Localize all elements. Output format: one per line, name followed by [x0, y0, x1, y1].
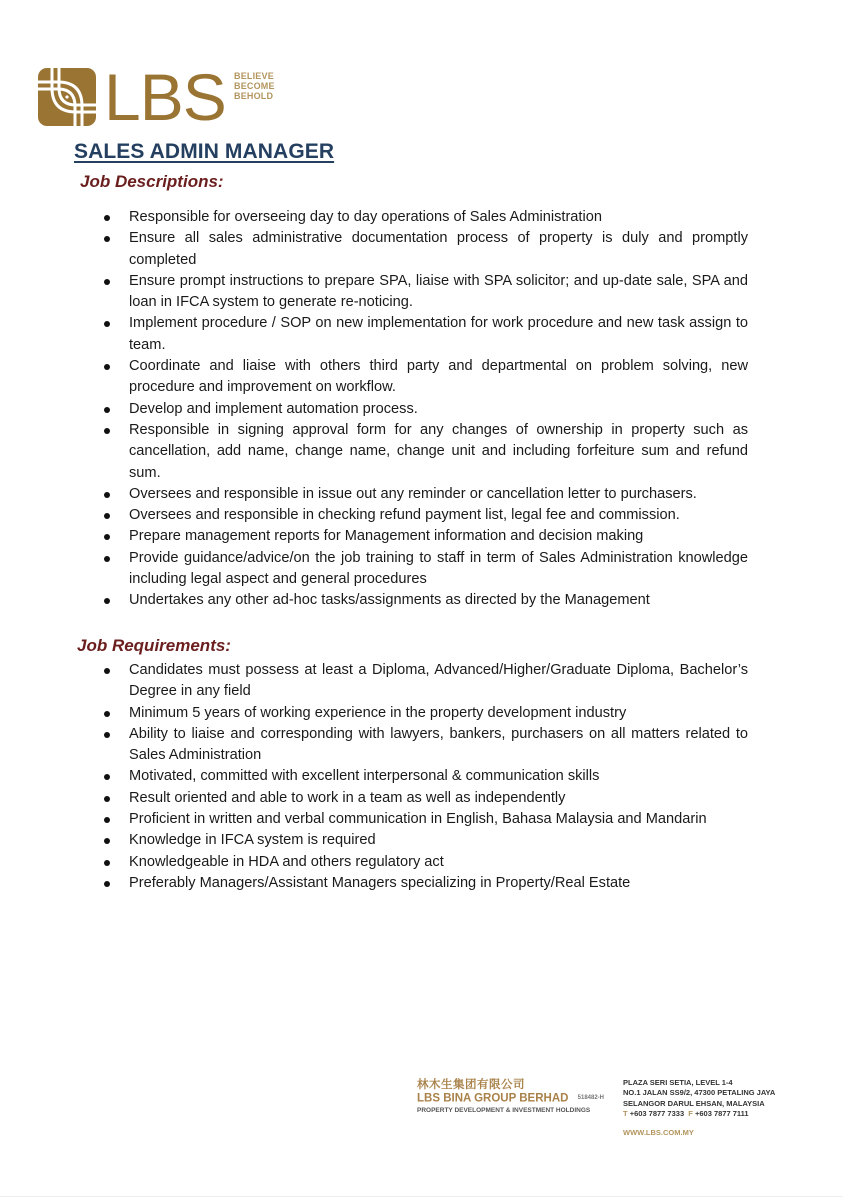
tagline-line: BELIEVE — [234, 71, 274, 81]
list-item-text: Ability to liaise and corresponding with lawyers, bankers, purchasers on all matters related to Sales Administration — [129, 725, 748, 764]
list-item — [0, 852, 843, 873]
list-item-text: Minimum 5 years of working experience in the property development industry — [129, 704, 627, 721]
section-heading-job-requirements: Job Requirements: — [77, 636, 231, 655]
list-item-text: Ensure prompt instructions to prepare SPA, liaise with SPA solicitor; and up-date sale, SPA and loan in IFCA system to generate re-noticing. — [129, 272, 748, 311]
list-item — [0, 809, 843, 830]
list-item — [0, 724, 843, 767]
list-item-text: Proficient in written and verbal communication in English, Bahasa Malaysia and Mandarin — [129, 811, 707, 828]
bullet-icon — [104, 407, 110, 413]
bullet-icon — [104, 321, 110, 327]
phone-number: +603 7877 7333 — [629, 1108, 685, 1118]
list-item — [0, 356, 843, 399]
company-name: LBS BINA GROUP BERHAD — [417, 1092, 569, 1105]
list-item — [0, 788, 843, 809]
list-item-text: Undertakes any other ad-hoc tasks/assignments as directed by the Management — [129, 592, 650, 609]
bullet-icon — [104, 428, 110, 434]
bullet-icon — [104, 732, 110, 738]
list-item — [0, 703, 843, 724]
bullet-icon — [104, 817, 110, 823]
list-item — [0, 766, 843, 787]
address-line: NO.1 JALAN SS9/2, 47300 PETALING JAYA — [623, 1088, 776, 1098]
bullet-icon — [104, 774, 110, 780]
list-item — [0, 505, 843, 526]
bullet-icon — [104, 236, 110, 242]
list-item-text: Responsible in signing approval form for any changes of ownership in property such as cancellation, add name, change name, change unit and including forfeiture sum and refund sum. — [129, 421, 748, 481]
list-item-text: Implement procedure / SOP on new implementation for work procedure and new task assign to team. — [129, 315, 748, 353]
list-item — [0, 399, 843, 420]
list-item-text: Candidates must possess at least a Diploma, Advanced/Higher/Graduate Diploma, Bachelor’s Degree in any field — [129, 662, 748, 700]
footer-company-block — [417, 1079, 604, 1115]
website-link[interactable]: WWW.LBS.COM.MY — [623, 1128, 694, 1138]
list-item — [0, 830, 843, 851]
tagline-line: BECOME — [234, 81, 275, 91]
list-item-text: Responsible for overseeing day to day operations of Sales Administration — [129, 209, 602, 225]
bullet-icon — [104, 364, 110, 370]
fax-number: +603 7877 7111 — [694, 1108, 749, 1118]
list-item — [0, 228, 843, 271]
logo-wordmark: LBS — [104, 60, 226, 134]
list-item-text: Ensure all sales administrative documentation process of property is duly and promptly completed — [129, 230, 748, 268]
list-item — [0, 271, 843, 314]
address-line: PLAZA SERI SETIA, LEVEL 1-4 — [623, 1078, 733, 1087]
footer-address-block — [623, 1078, 775, 1138]
bullet-icon — [104, 860, 110, 866]
list-item-text: Motivated, committed with excellent interpersonal & communication skills — [129, 768, 600, 785]
list-item-text: Oversees and responsible in checking refund payment list, legal fee and commission. — [129, 507, 680, 524]
job-descriptions-list — [0, 207, 843, 612]
company-registration: 518482-H — [577, 1095, 604, 1101]
bullet-icon — [104, 711, 110, 717]
list-item-text: Preferably Managers/Assistant Managers specializing in Property/Real Estate — [129, 874, 631, 891]
bullet-icon — [104, 215, 110, 221]
job-requirements-list — [0, 660, 843, 894]
list-item — [0, 484, 843, 505]
list-item — [0, 526, 843, 547]
logo-tagline — [234, 71, 275, 101]
list-item-text: Knowledge in IFCA system is required — [129, 832, 376, 849]
bullet-icon — [104, 668, 110, 674]
bullet-icon — [104, 598, 110, 604]
list-item — [0, 313, 843, 356]
list-item-text: Result oriented and able to work in a team as well as independently — [129, 789, 566, 806]
fax-label: F — [688, 1108, 693, 1118]
bullet-icon — [104, 556, 110, 562]
list-item-text: Coordinate and liaise with others third party and departmental on problem solving, new procedure and improvement on workflow. — [129, 358, 748, 396]
list-item-text: Develop and implement automation process. — [129, 400, 418, 417]
address-line: SELANGOR DARUL EHSAN, MALAYSIA — [623, 1098, 765, 1108]
company-chinese-name: 林木生集团有限公司 — [417, 1079, 525, 1091]
job-title: SALES ADMIN MANAGER — [74, 140, 335, 163]
tagline-line: BEHOLD — [234, 91, 274, 101]
contact-line — [623, 1109, 775, 1119]
bullet-icon — [104, 279, 110, 285]
phone-label: T — [623, 1108, 628, 1118]
list-item-text: Prepare management reports for Management information and decision making — [129, 528, 644, 545]
list-item-text: Provide guidance/advice/on the job training to staff in term of Sales Administration knowledge including legal aspect and general procedures — [129, 549, 748, 588]
bullet-icon — [104, 838, 110, 844]
list-item — [0, 590, 843, 611]
list-item-text: Oversees and responsible in issue out any reminder or cancellation letter to purchasers. — [129, 485, 697, 502]
list-item — [0, 420, 843, 484]
company-name-line — [417, 1092, 604, 1106]
company-tagline: PROPERTY DEVELOPMENT & INVESTMENT HOLDINGS — [417, 1106, 591, 1114]
list-item — [0, 548, 843, 591]
bullet-icon — [104, 513, 110, 519]
bullet-icon — [104, 492, 110, 498]
bullet-icon — [104, 796, 110, 802]
list-item — [0, 207, 843, 228]
section-heading-job-descriptions: Job Descriptions: — [80, 172, 224, 191]
page-bottom-edge — [0, 1196, 843, 1197]
bullet-icon — [104, 881, 110, 887]
lbs-emblem-icon — [38, 68, 96, 126]
list-item-text: Knowledgeable in HDA and others regulatory act — [129, 853, 444, 870]
bullet-icon — [104, 534, 110, 540]
list-item — [0, 660, 843, 703]
list-item — [0, 873, 843, 894]
